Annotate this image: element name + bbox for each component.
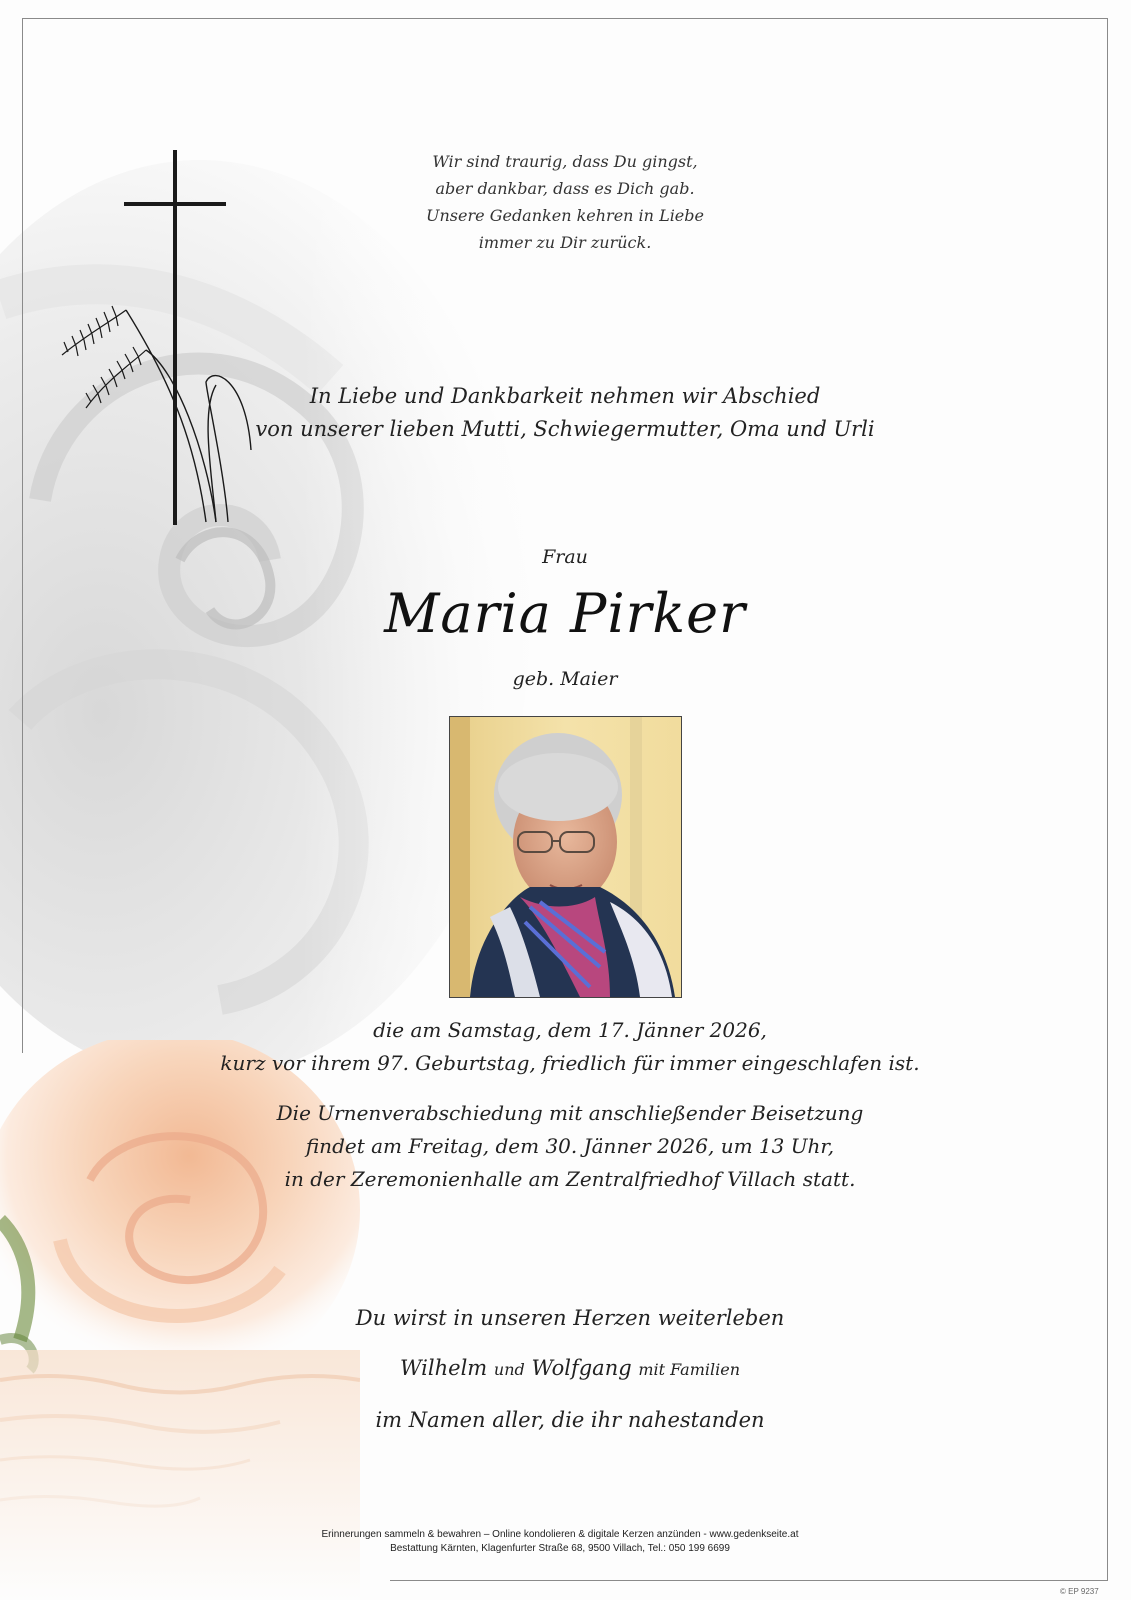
mourners-line [300, 1343, 840, 1395]
portrait-illustration [450, 717, 681, 997]
mourner-name: Wilhelm [399, 1356, 488, 1380]
intro-line: von unserer lieben Mutti, Schwiegermutter, Oma und Urli [255, 417, 875, 441]
quote-verse [415, 148, 715, 256]
frame-line-left [22, 18, 23, 1053]
funeral-line: Die Urnenverabschiedung mit anschließender Beisetzung [276, 1101, 864, 1125]
farewell-intro [240, 380, 890, 446]
closing-line: Du wirst in unseren Herzen weiterleben [355, 1306, 785, 1330]
footer [260, 1528, 860, 1556]
birth-name: geb. Maier [512, 668, 618, 690]
families-note: mit Familien [638, 1360, 741, 1379]
salutation: Frau [542, 546, 588, 568]
quote-line: Wir sind traurig, dass Du gingst, [432, 152, 698, 171]
quote-line: Unsere Gedanken kehren in Liebe [426, 206, 704, 225]
quote-line: immer zu Dir zurück. [478, 233, 652, 252]
footer-line: Bestattung Kärnten, Klagenfurter Straße 68, 9500 Villach, Tel.: 050 199 6699 [390, 1543, 730, 1554]
death-line: die am Samstag, dem 17. Jänner 2026, [373, 1018, 767, 1042]
cross-with-wheat-icon [56, 150, 266, 535]
closing-words [300, 1293, 840, 1445]
portrait-photo [449, 716, 682, 998]
funeral-line: findet am Freitag, dem 30. Jänner 2026, um 13 Uhr, [305, 1134, 835, 1158]
deceased-name: Maria Pirker [384, 582, 746, 645]
footer-line: Erinnerungen sammeln & bewahren – Online kondolieren & digitale Kerzen anzünden - www.gedenkseite.at [321, 1529, 799, 1540]
frame-line-bottom [390, 1580, 1108, 1581]
conjunction: und [493, 1360, 525, 1379]
closing-line: im Namen aller, die ihr nahestanden [375, 1408, 765, 1432]
frame-line-top [22, 18, 1108, 19]
mourner-name: Wolfgang [531, 1356, 632, 1380]
funeral-line: in der Zeremonienhalle am Zentralfriedhof Villach statt. [284, 1167, 856, 1191]
print-code: © EP 9237 [1060, 1587, 1099, 1596]
frame-line-right [1107, 18, 1108, 1581]
quote-line: aber dankbar, dass es Dich gab. [435, 179, 695, 198]
funeral-details [180, 1097, 960, 1196]
death-line: kurz vor ihrem 97. Geburtstag, friedlich für immer eingeschlafen ist. [220, 1051, 920, 1075]
intro-line: In Liebe und Dankbarkeit nehmen wir Abschied [309, 384, 821, 408]
death-notice [180, 1014, 960, 1080]
